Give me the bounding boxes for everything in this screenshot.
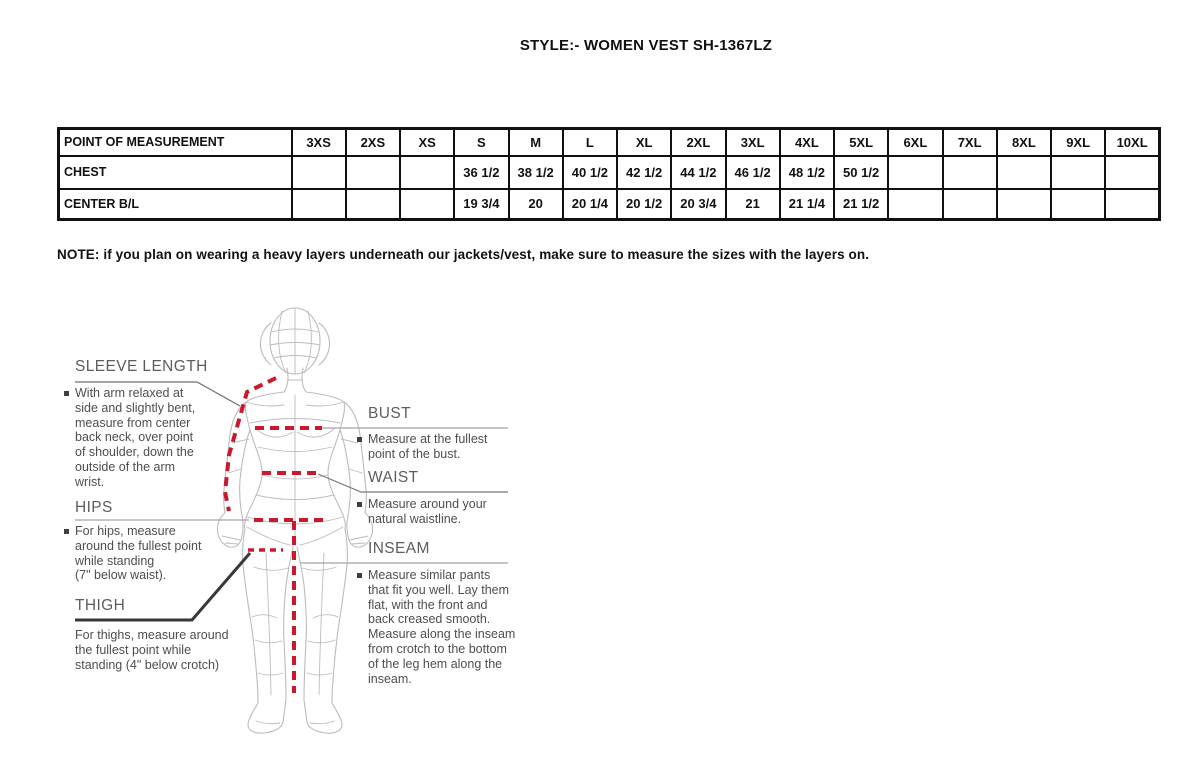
desc-line: outside of the arm xyxy=(75,459,176,474)
column-header-size: 3XS xyxy=(292,129,346,156)
desc-line: measure from center xyxy=(75,415,191,430)
measurement-cell xyxy=(943,156,997,189)
desc-line: of shoulder, down the xyxy=(75,445,194,460)
desc-line: Measure similar pants xyxy=(368,568,491,582)
row-label: CENTER B/L xyxy=(59,189,292,220)
thigh-heading: THIGH xyxy=(75,597,126,614)
desc-line: (7" below waist). xyxy=(75,568,167,583)
column-header-size: 4XL xyxy=(780,129,834,156)
bullet-icon xyxy=(64,391,69,396)
row-label: CHEST xyxy=(59,156,292,189)
bust-heading: BUST xyxy=(368,405,411,422)
measurement-cell: 48 1/2 xyxy=(780,156,834,189)
measurement-cell xyxy=(997,189,1051,220)
bullet-icon xyxy=(357,573,362,578)
desc-line: from crotch to the bottom xyxy=(368,641,507,656)
column-header-point-of-measurement: POINT OF MEASUREMENT xyxy=(59,129,292,156)
measurement-cell xyxy=(888,189,942,220)
measurement-cell xyxy=(888,156,942,189)
measurement-cell xyxy=(400,156,454,189)
desc-line: flat, with the front and xyxy=(368,597,488,612)
column-header-size: XS xyxy=(400,129,454,156)
column-header-size: M xyxy=(509,129,563,156)
measurement-cell: 21 1/4 xyxy=(780,189,834,220)
column-header-size: 6XL xyxy=(888,129,942,156)
measurement-cell: 40 1/2 xyxy=(563,156,617,189)
table-row xyxy=(59,156,1160,189)
column-header-size: S xyxy=(454,129,508,156)
measurement-cell: 20 1/4 xyxy=(563,189,617,220)
measurement-cell: 20 xyxy=(509,189,563,220)
measurement-cell xyxy=(1105,189,1159,220)
desc-line: back neck, over point xyxy=(75,430,194,445)
measurement-cell xyxy=(292,156,346,189)
measurement-cell xyxy=(346,156,400,189)
page-title: STYLE:- WOMEN VEST SH-1367LZ xyxy=(519,37,773,54)
measurement-cell xyxy=(292,189,346,220)
bullet-icon xyxy=(357,502,362,507)
measurement-cell: 19 3/4 xyxy=(454,189,508,220)
measurement-cell: 50 1/2 xyxy=(834,156,888,189)
column-header-size: 2XL xyxy=(671,129,725,156)
size-table xyxy=(57,127,1161,221)
desc-line: that fit you well. Lay them xyxy=(368,582,510,597)
desc-line: the fullest point while xyxy=(75,642,192,657)
column-header-size: 5XL xyxy=(834,129,888,156)
desc-line: Measure along the inseam xyxy=(368,627,516,642)
table-row xyxy=(59,189,1160,220)
measurement-cell: 46 1/2 xyxy=(726,156,780,189)
measurement-cell xyxy=(400,189,454,220)
desc-line: inseam. xyxy=(368,671,412,686)
column-header-size: 10XL xyxy=(1105,129,1159,156)
bullet-icon xyxy=(357,437,362,442)
measurement-cell: 20 1/2 xyxy=(617,189,671,220)
measurement-cell xyxy=(346,189,400,220)
desc-line: back creased smooth. xyxy=(368,612,491,627)
hips-description xyxy=(75,524,201,583)
measurement-cell: 36 1/2 xyxy=(454,156,508,189)
desc-line: With arm relaxed at xyxy=(75,386,184,400)
thigh-description xyxy=(75,628,229,672)
hips-heading: HIPS xyxy=(75,499,113,516)
measurement-cell xyxy=(943,189,997,220)
waist-heading: WAIST xyxy=(368,469,419,486)
measurement-cell xyxy=(1051,189,1105,220)
inseam-heading: INSEAM xyxy=(368,540,430,557)
note-text: NOTE: if you plan on wearing a heavy layers underneath our jackets/vest, make sure to measure the sizes with the layers on. xyxy=(57,247,870,262)
desc-line: point of the bust. xyxy=(368,446,461,461)
column-header-size: 8XL xyxy=(997,129,1051,156)
desc-line: Measure around your xyxy=(368,497,487,511)
desc-line: wrist. xyxy=(75,474,105,489)
measurement-lines xyxy=(225,378,327,693)
desc-line: around the fullest point xyxy=(75,538,202,553)
measurement-cell: 38 1/2 xyxy=(509,156,563,189)
sleeve-length-heading: SLEEVE LENGTH xyxy=(75,358,208,375)
bust-description xyxy=(368,432,488,462)
inseam-description xyxy=(368,568,515,686)
measurement-cell: 21 xyxy=(726,189,780,220)
measurement-cell xyxy=(1105,156,1159,189)
sleeve-measure-line xyxy=(225,378,276,511)
column-header-size: L xyxy=(563,129,617,156)
desc-line: Measure at the fullest xyxy=(368,432,488,446)
bullet-icon xyxy=(64,529,69,534)
desc-line: For hips, measure xyxy=(75,524,176,538)
column-header-size: 9XL xyxy=(1051,129,1105,156)
column-header-size: 3XL xyxy=(726,129,780,156)
desc-line: side and slightly bent, xyxy=(75,400,196,415)
measurement-cell xyxy=(1051,156,1105,189)
measurement-cell: 44 1/2 xyxy=(671,156,725,189)
desc-line: of the leg hem along the xyxy=(368,656,503,671)
measurement-cell: 20 3/4 xyxy=(671,189,725,220)
desc-line: while standing xyxy=(75,553,155,568)
desc-line: standing (4" below crotch) xyxy=(75,657,220,672)
desc-line: natural waistline. xyxy=(368,511,462,526)
waist-description xyxy=(368,497,487,527)
desc-line: For thighs, measure around xyxy=(75,628,229,642)
sleeve-length-description xyxy=(75,386,195,490)
measurement-cell: 42 1/2 xyxy=(617,156,671,189)
measurement-cell: 21 1/2 xyxy=(834,189,888,220)
column-header-size: XL xyxy=(617,129,671,156)
measurement-cell xyxy=(997,156,1051,189)
column-header-size: 7XL xyxy=(943,129,997,156)
column-header-size: 2XS xyxy=(346,129,400,156)
